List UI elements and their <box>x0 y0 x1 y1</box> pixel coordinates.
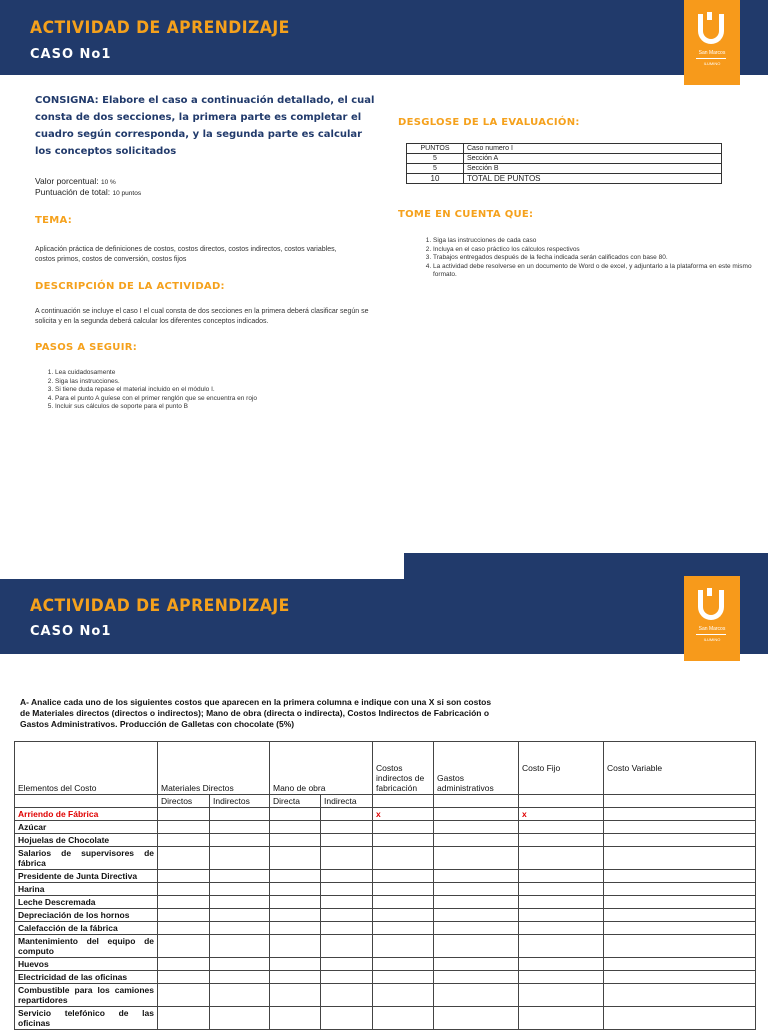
table-cell[interactable] <box>270 935 321 958</box>
evaluation-table <box>406 143 722 184</box>
table-cell[interactable]: x <box>373 808 434 821</box>
table-cell[interactable] <box>321 821 373 834</box>
table-cell <box>519 795 604 808</box>
table-cell[interactable] <box>158 1007 210 1030</box>
table-cell[interactable] <box>210 984 270 1007</box>
cost-element-cell: Electricidad de las oficinas <box>15 971 158 984</box>
table-row <box>15 896 756 909</box>
table-cell[interactable] <box>373 847 434 870</box>
table-cell[interactable] <box>321 958 373 971</box>
tema-heading: TEMA: <box>35 215 73 226</box>
table-cell[interactable] <box>321 909 373 922</box>
table-cell: 5 <box>407 164 464 174</box>
table-cell[interactable] <box>373 935 434 958</box>
cost-element-cell: Calefacción de la fábrica <box>15 922 158 935</box>
header-materiales: Materiales Directos <box>158 742 270 795</box>
table-cell[interactable] <box>434 971 519 984</box>
table-cell: Sección A <box>464 154 722 164</box>
table-cell[interactable] <box>434 922 519 935</box>
table-cell[interactable] <box>210 971 270 984</box>
table-row <box>15 883 756 896</box>
header-costo-variable: Costo Variable <box>604 742 756 795</box>
table-cell[interactable] <box>321 984 373 1007</box>
table-cell[interactable] <box>519 922 604 935</box>
case-subtitle: CASO No1 <box>30 47 112 62</box>
cost-element-cell: Combustible para los camiones repartidores <box>15 984 158 1007</box>
table-row <box>15 909 756 922</box>
header-indirecta: Indirecta <box>321 795 373 808</box>
table-cell[interactable] <box>604 834 756 847</box>
table-cell[interactable] <box>321 834 373 847</box>
table-row <box>15 821 756 834</box>
cost-element-cell: Hojuelas de Chocolate <box>15 834 158 847</box>
puntuacion-total <box>35 187 141 197</box>
table-cell[interactable] <box>373 909 434 922</box>
section-a-instruction: A- Analice cada uno de los siguientes costos que aparecen en la primera columna e indique con una X si son costos de Materiales directos (directos o indirectos); Mano de obra (directa o indirecta), Costos Indirectos de Fabricación o Gastos Administrativos. Producción de Galletas con chocolate (5%) <box>20 697 492 729</box>
table-cell[interactable] <box>158 821 210 834</box>
cost-element-cell: Azúcar <box>15 821 158 834</box>
table-cell[interactable]: x <box>519 808 604 821</box>
table-cell <box>434 795 519 808</box>
u-logo-icon <box>698 14 724 44</box>
table-cell[interactable] <box>604 971 756 984</box>
table-cell[interactable] <box>321 896 373 909</box>
table-cell[interactable] <box>373 896 434 909</box>
table-cell[interactable] <box>270 1007 321 1030</box>
cost-element-cell: Mantenimiento del equipo de computo <box>15 935 158 958</box>
table-cell[interactable] <box>210 883 270 896</box>
table-cell: 5 <box>407 154 464 164</box>
list-item: 2. Siga las instrucciones. <box>55 378 385 387</box>
cost-element-cell: Harina <box>15 883 158 896</box>
table-cell[interactable] <box>210 896 270 909</box>
table-cell[interactable] <box>210 958 270 971</box>
table-header-row <box>15 742 756 795</box>
table-cell[interactable] <box>270 821 321 834</box>
table-cell[interactable] <box>434 984 519 1007</box>
table-cell[interactable] <box>604 1007 756 1030</box>
table-row <box>15 847 756 870</box>
logo-tagline: ILUMINO <box>703 637 721 642</box>
valor-value: 10 % <box>101 179 116 186</box>
tema-text: Aplicación práctica de definiciones de costos, costos directos, costos indirectos, costos variables, costos primos, costos de conversión, costos fijos <box>35 246 337 263</box>
table-row <box>15 922 756 935</box>
table-cell[interactable] <box>210 808 270 821</box>
table-cell[interactable] <box>270 896 321 909</box>
table-cell[interactable] <box>519 1007 604 1030</box>
table-row <box>15 870 756 883</box>
cost-element-cell: Presidente de Junta Directiva <box>15 870 158 883</box>
logo-brand: San Marcos <box>698 626 726 632</box>
table-cell[interactable] <box>158 896 210 909</box>
table-row <box>15 984 756 1007</box>
table-cell[interactable] <box>434 808 519 821</box>
table-cell[interactable] <box>321 935 373 958</box>
tome-list <box>413 237 753 280</box>
table-subheader-row <box>15 795 756 808</box>
table-cell[interactable] <box>158 909 210 922</box>
table-cell[interactable] <box>270 808 321 821</box>
logo-brand: San Marcos <box>698 50 726 56</box>
table-cell[interactable] <box>519 984 604 1007</box>
table-cell[interactable] <box>270 958 321 971</box>
table-row <box>407 154 722 164</box>
valor-label: Valor porcentual: <box>35 176 99 186</box>
header-directos: Directos <box>158 795 210 808</box>
u-logo-icon <box>698 590 724 620</box>
table-cell[interactable] <box>270 909 321 922</box>
cost-element-cell: Servicio telefónico de las oficinas <box>15 1007 158 1030</box>
list-item: 1. Siga las instrucciones de cada caso <box>433 237 753 246</box>
header-banner <box>0 579 768 654</box>
table-cell[interactable] <box>434 896 519 909</box>
table-cell[interactable] <box>519 870 604 883</box>
table-row <box>407 174 722 184</box>
table-cell[interactable] <box>604 896 756 909</box>
desglose-heading: DESGLOSE DE LA EVALUACIÓN: <box>398 117 580 128</box>
table-cell[interactable] <box>519 909 604 922</box>
table-cell[interactable] <box>210 870 270 883</box>
tome-heading: TOME EN CUENTA QUE: <box>398 209 534 220</box>
table-cell[interactable] <box>158 958 210 971</box>
table-cell[interactable] <box>604 883 756 896</box>
table-row <box>407 164 722 174</box>
table-cell[interactable] <box>519 958 604 971</box>
descripcion-heading: DESCRIPCIÓN DE LA ACTIVIDAD: <box>35 281 225 292</box>
table-cell: PUNTOS <box>407 144 464 154</box>
table-cell[interactable] <box>519 896 604 909</box>
table-cell[interactable] <box>270 922 321 935</box>
header-costo-fijo: Costo Fijo <box>519 742 604 795</box>
logo-divider <box>696 634 726 635</box>
table-cell[interactable] <box>158 808 210 821</box>
table-cell[interactable] <box>604 935 756 958</box>
case-subtitle: CASO No1 <box>30 624 112 639</box>
university-logo <box>684 0 740 85</box>
list-item: 2. Incluya en el caso práctico los cálculos respectivos <box>433 246 753 255</box>
consigna-text: CONSIGNA: Elabore el caso a continuación detallado, el cual consta de dos secciones, la primera parte es completar el cuadro según corresponda, y la segunda parte es calcular los conceptos solicitados <box>35 95 375 157</box>
table-row <box>15 808 756 821</box>
table-cell[interactable] <box>158 922 210 935</box>
table-row <box>407 144 722 154</box>
table-row <box>15 971 756 984</box>
table-cell[interactable] <box>270 883 321 896</box>
pasos-list <box>35 369 385 412</box>
table-cell[interactable] <box>519 821 604 834</box>
list-item: 3. Si tiene duda repase el material incluido en el módulo I. <box>55 386 385 395</box>
table-cell[interactable] <box>434 821 519 834</box>
table-cell[interactable] <box>604 922 756 935</box>
puntuacion-value: 10 puntos <box>112 190 142 197</box>
cost-element-cell: Huevos <box>15 958 158 971</box>
table-cell[interactable] <box>158 984 210 1007</box>
table-cell[interactable] <box>321 971 373 984</box>
table-cell[interactable] <box>270 834 321 847</box>
table-cell <box>15 795 158 808</box>
list-item: 3. Trabajos entregados después de la fecha indicada serán calificados con base 80. <box>433 254 753 263</box>
list-item: 1. Lea cuidadosamente <box>55 369 385 378</box>
table-cell[interactable] <box>519 834 604 847</box>
table-cell[interactable] <box>434 834 519 847</box>
table-cell[interactable] <box>321 883 373 896</box>
cost-classification-table <box>14 741 756 1030</box>
table-cell <box>604 795 756 808</box>
table-cell[interactable] <box>210 821 270 834</box>
table-cell[interactable] <box>604 958 756 971</box>
table-cell[interactable] <box>158 847 210 870</box>
table-cell[interactable] <box>321 922 373 935</box>
table-cell[interactable] <box>604 847 756 870</box>
descripcion-text: A continuación se incluye el caso I el cual consta de dos secciones en la primera deberá clasificar según se solicita y en la segunda deberá calcular los diferentes conceptos indicados. <box>35 308 369 325</box>
header-mano-obra: Mano de obra <box>270 742 373 795</box>
table-cell[interactable] <box>434 909 519 922</box>
cost-element-cell: Arriendo de Fábrica <box>15 808 158 821</box>
table-cell[interactable] <box>158 870 210 883</box>
table-cell[interactable] <box>519 935 604 958</box>
table-cell[interactable] <box>434 958 519 971</box>
table-cell[interactable] <box>434 935 519 958</box>
table-cell[interactable] <box>321 870 373 883</box>
table-cell[interactable] <box>210 922 270 935</box>
table-cell[interactable] <box>321 808 373 821</box>
table-cell[interactable] <box>373 922 434 935</box>
table-cell[interactable] <box>604 909 756 922</box>
table-cell[interactable] <box>373 870 434 883</box>
table-row <box>15 1007 756 1030</box>
table-cell[interactable] <box>210 935 270 958</box>
list-item: 4. Para el punto A guíese con el primer renglón que se encuentra en rojo <box>55 395 385 404</box>
header-cif: Costos indirectos de fabricación <box>373 742 434 795</box>
table-cell[interactable] <box>373 834 434 847</box>
table-cell[interactable] <box>373 971 434 984</box>
cost-element-cell: Depreciación de los hornos <box>15 909 158 922</box>
pasos-heading: PASOS A SEGUIR: <box>35 342 138 353</box>
header-elementos: Elementos del Costo <box>15 742 158 795</box>
table-cell[interactable] <box>270 870 321 883</box>
table-cell[interactable] <box>434 870 519 883</box>
table-cell[interactable] <box>519 971 604 984</box>
table-cell[interactable] <box>519 883 604 896</box>
table-cell[interactable] <box>210 1007 270 1030</box>
table-row <box>15 834 756 847</box>
list-item: 5. Incluir sus cálculos de soporte para el punto B <box>55 403 385 412</box>
table-cell[interactable] <box>158 834 210 847</box>
table-cell[interactable] <box>434 1007 519 1030</box>
cost-element-cell: Leche Descremada <box>15 896 158 909</box>
table-cell: Caso numero I <box>464 144 722 154</box>
table-cell[interactable] <box>210 847 270 870</box>
table-cell[interactable] <box>158 971 210 984</box>
table-cell <box>373 795 434 808</box>
table-cell[interactable] <box>373 883 434 896</box>
list-item: 4. La actividad debe resolverse en un documento de Word o de excel, y adjuntarlo a la plataforma en este mismo formato. <box>433 263 753 280</box>
table-cell[interactable] <box>373 958 434 971</box>
valor-porcentual <box>35 176 116 186</box>
table-cell[interactable] <box>434 847 519 870</box>
table-cell[interactable] <box>604 870 756 883</box>
table-cell[interactable] <box>270 847 321 870</box>
logo-divider <box>696 58 726 59</box>
table-cell[interactable] <box>604 821 756 834</box>
table-cell: TOTAL DE PUNTOS <box>464 174 722 184</box>
logo-tagline: ILUMINO <box>703 61 721 66</box>
table-row <box>15 935 756 958</box>
header-indirectos: Indirectos <box>210 795 270 808</box>
table-row <box>15 958 756 971</box>
puntuacion-label: Puntuación de total: <box>35 187 111 197</box>
table-cell[interactable] <box>158 883 210 896</box>
table-cell[interactable] <box>434 883 519 896</box>
table-cell[interactable] <box>373 1007 434 1030</box>
page-title: ACTIVIDAD DE APRENDIZAJE <box>30 596 290 616</box>
header-gastos: Gastos administrativos <box>434 742 519 795</box>
cost-element-cell: Salarios de supervisores de fábrica <box>15 847 158 870</box>
header-directa: Directa <box>270 795 321 808</box>
table-cell[interactable] <box>604 984 756 1007</box>
table-cell[interactable] <box>321 1007 373 1030</box>
table-cell[interactable] <box>158 935 210 958</box>
table-cell[interactable] <box>270 984 321 1007</box>
table-cell[interactable] <box>270 971 321 984</box>
table-cell: 10 <box>407 174 464 184</box>
table-cell[interactable] <box>210 834 270 847</box>
table-cell[interactable] <box>373 984 434 1007</box>
page-title: ACTIVIDAD DE APRENDIZAJE <box>30 18 290 38</box>
table-cell[interactable] <box>519 847 604 870</box>
table-cell[interactable] <box>210 909 270 922</box>
table-cell[interactable] <box>321 847 373 870</box>
university-logo <box>684 576 740 661</box>
table-cell[interactable] <box>373 821 434 834</box>
table-cell[interactable] <box>604 808 756 821</box>
table-cell: Sección B <box>464 164 722 174</box>
